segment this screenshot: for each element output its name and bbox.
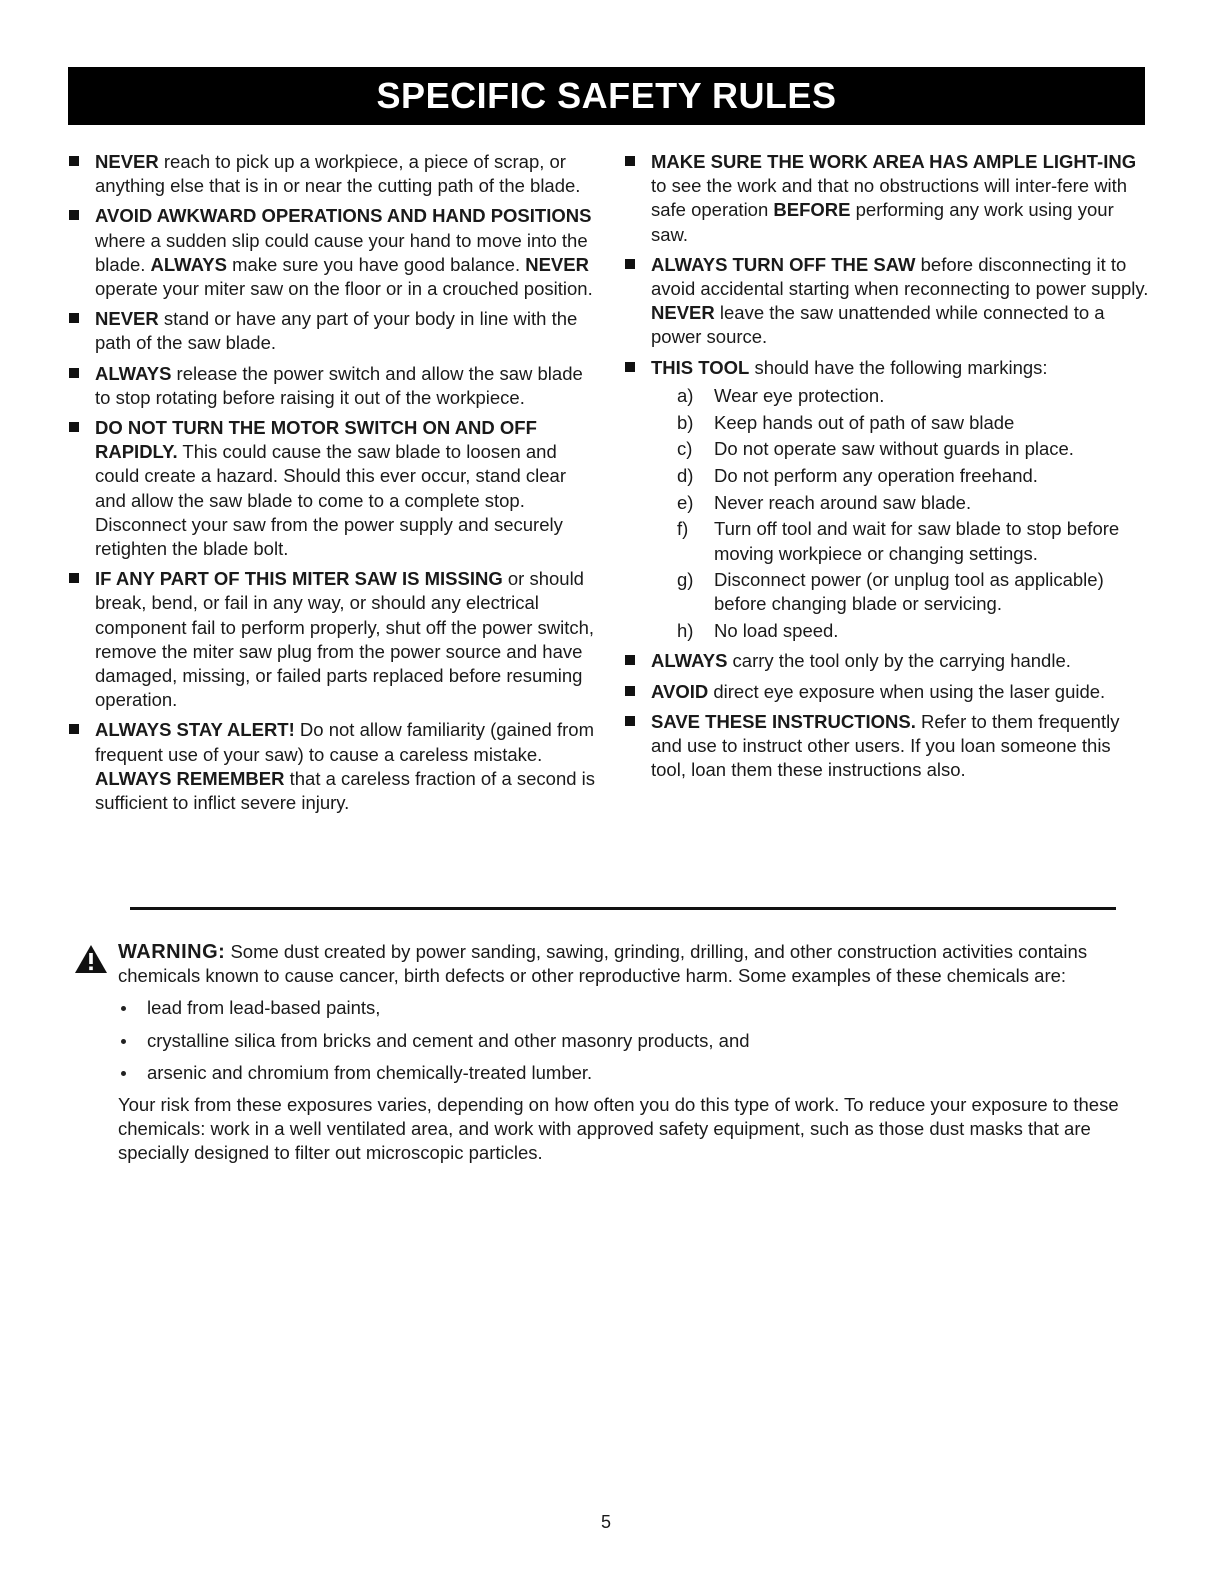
rule-keyword: AVOID AWKWARD OPERATIONS AND HAND POSITIONS: [95, 205, 592, 227]
rule-item: [624, 150, 1149, 247]
marking-text: Do not perform any operation freehand.: [714, 464, 1038, 486]
rule-keyword: ALWAYS TURN OFF THE SAW: [651, 253, 916, 275]
marking-letter: f): [677, 518, 689, 540]
left-column: [68, 150, 598, 821]
rule-keyword: NEVER: [95, 151, 159, 172]
dot-bullet-icon: [121, 1006, 126, 1011]
rule-text: Refer to them frequently and use to instruct other users. If you loan someone this tool, loan them these instructions also.: [651, 710, 1120, 781]
rule-keyword: SAVE THESE INSTRUCTIONS.: [651, 710, 916, 732]
square-bullet-icon: [625, 362, 635, 372]
section-title: SPECIFIC SAFETY RULES: [376, 75, 837, 116]
rule-keyword: ALWAYS REMEMBER: [95, 767, 285, 789]
marking-text: Never reach around saw blade.: [714, 491, 972, 513]
warning-title: WARNING:: [118, 941, 226, 963]
marking-item: [651, 464, 1149, 488]
marking-item: [651, 384, 1149, 408]
rule-keyword: DO NOT TURN THE MOTOR SWITCH ON AND OFF RAPIDLY.: [95, 417, 537, 463]
section-divider: [130, 907, 1116, 910]
warning-section: [118, 940, 1148, 1166]
square-bullet-icon: [69, 422, 79, 432]
rule-keyword: ALWAYS: [95, 362, 172, 384]
square-bullet-icon: [69, 368, 79, 378]
rule-keyword: THIS TOOL: [651, 356, 750, 378]
marking-letter: h): [677, 620, 694, 642]
section-title-banner: [68, 67, 1145, 125]
marking-text: Wear eye protection.: [714, 384, 885, 406]
marking-item: [651, 568, 1149, 616]
rule-text: release the power switch and allow the saw blade to stop rotating before raising it out of the workpiece.: [95, 362, 583, 408]
right-rules-list: [624, 150, 1149, 782]
tool-markings-list: [651, 384, 1149, 644]
rule-item: [624, 649, 1149, 673]
rule-keyword: ALWAYS STAY ALERT!: [95, 719, 295, 741]
marking-item: [651, 437, 1149, 461]
rule-item: [68, 362, 598, 410]
square-bullet-icon: [69, 573, 79, 583]
square-bullet-icon: [625, 156, 635, 166]
warning-intro-text: Some dust created by power sanding, sawing, grinding, drilling, and other construction activities contains chemicals known to cause cancer, birth defects or other reproductive harm. Some examples of these chemicals are:: [118, 941, 1088, 987]
rule-item: [624, 710, 1149, 783]
square-bullet-icon: [625, 686, 635, 696]
rule-keyword: ALWAYS: [651, 650, 728, 672]
rule-item: [68, 718, 598, 815]
square-bullet-icon: [69, 156, 79, 166]
rule-keyword: ALWAYS: [150, 253, 227, 275]
page-number: 5: [600, 1512, 611, 1532]
marking-text: Keep hands out of path of saw blade: [714, 411, 1015, 433]
rule-text: operate your miter saw on the floor or in a crouched position.: [95, 278, 593, 300]
square-bullet-icon: [625, 716, 635, 726]
list-item: [118, 1061, 1148, 1085]
square-bullet-icon: [69, 313, 79, 323]
warning-closing: Your risk from these exposures varies, depending on how often you do this type of work. To reduce your exposure to these chemicals: work in a well ventilated area, and work with approved safety equipment, such as those dust masks that are specially designed to filter out microscopic particles.: [118, 1094, 1119, 1164]
marking-letter: g): [677, 569, 694, 591]
rule-text: that a careless fraction of a second is sufficient to inflict severe injury.: [95, 767, 596, 814]
list-item-text: arsenic and chromium from chemically-treated lumber.: [147, 1061, 593, 1083]
rule-text: where a sudden slip could cause your hand to move into the blade.: [95, 229, 588, 275]
rule-keyword: BEFORE: [773, 199, 851, 221]
marking-text: Do not operate saw without guards in place.: [714, 438, 1074, 460]
rule-text: leave the saw unattended while connected to a power source.: [651, 302, 1105, 348]
square-bullet-icon: [69, 210, 79, 220]
list-item-text: lead from lead-based paints,: [147, 997, 381, 1019]
rule-keyword: NEVER: [525, 253, 589, 275]
rule-text: reach to pick up a workpiece, a piece of scrap, or anything else that is in or near the cutting path of the blade.: [95, 151, 581, 197]
marking-item: [651, 411, 1149, 435]
marking-item: [651, 619, 1149, 643]
square-bullet-icon: [625, 259, 635, 269]
rule-text: Do not allow familiarity (gained from frequent use of your saw) to cause a careless mistake.: [95, 719, 594, 765]
rule-text: before disconnecting it to avoid accidental starting when reconnecting to power supply.: [651, 253, 1149, 300]
rule-keyword: NEVER: [95, 308, 159, 330]
rule-text: This could cause the saw blade to loosen and could create a hazard. Should this ever occur, stand clear and allow the saw blade to come to a complete stop. Disconnect your saw from the power supply and securely retighten the blade bolt.: [95, 441, 566, 560]
rule-text: performing any work using your saw.: [651, 199, 1114, 245]
marking-item: [651, 491, 1149, 515]
right-column: [624, 150, 1149, 788]
list-item-text: crystalline silica from bricks and cement and other masonry products, and: [147, 1029, 750, 1051]
rule-text: stand or have any part of your body in line with the path of the saw blade.: [95, 308, 578, 354]
rule-text: direct eye exposure when using the laser guide.: [708, 680, 1106, 702]
rule-item: [68, 416, 598, 561]
rule-keyword: AVOID: [651, 680, 709, 702]
marking-letter: e): [677, 491, 694, 513]
rule-item: [68, 150, 598, 198]
rule-item: [624, 253, 1149, 350]
rule-text: to see the work and that no obstructions will inter-fere with safe operation: [651, 175, 1128, 221]
marking-text: No load speed.: [714, 620, 839, 642]
dot-bullet-icon: [121, 1039, 126, 1044]
rule-item: [624, 680, 1149, 704]
rule-item: [624, 356, 1149, 644]
rule-item: [68, 307, 598, 355]
rule-text: should have the following markings:: [749, 356, 1048, 378]
marking-text: Disconnect power (or unplug tool as applicable) before changing blade or servicing.: [714, 569, 1104, 615]
dot-bullet-icon: [121, 1071, 126, 1076]
warning-triangle-icon: [74, 944, 108, 974]
marking-letter: b): [677, 411, 694, 433]
rule-item: [68, 567, 598, 712]
rule-text: carry the tool only by the carrying handle.: [727, 650, 1071, 672]
warning-intro: [118, 940, 1148, 988]
rule-keyword: IF ANY PART OF THIS MITER SAW IS MISSING: [95, 568, 503, 590]
rule-text: or should break, bend, or fail in any way, or should any electrical component fail to perform properly, shut off the power switch, remove the miter saw plug from the power source and have damaged, missing, or failed parts replaced before resuming operation.: [95, 568, 595, 711]
rule-keyword: NEVER: [651, 302, 715, 324]
left-rules-list: [68, 150, 598, 815]
list-item: [118, 996, 1148, 1020]
rule-text: make sure you have good balance.: [226, 253, 526, 275]
marking-letter: d): [677, 464, 694, 486]
list-item: [118, 1029, 1148, 1053]
square-bullet-icon: [625, 655, 635, 665]
dust-chemicals-list: [118, 996, 1148, 1085]
rule-item: [68, 204, 598, 301]
marking-item: [651, 517, 1149, 565]
marking-letter: a): [677, 384, 694, 406]
square-bullet-icon: [69, 724, 79, 734]
marking-text: Turn off tool and wait for saw blade to stop before moving workpiece or changing settings.: [714, 518, 1120, 564]
rule-keyword: MAKE SURE THE WORK AREA HAS AMPLE LIGHT-ING: [651, 151, 1137, 172]
marking-letter: c): [677, 438, 693, 460]
